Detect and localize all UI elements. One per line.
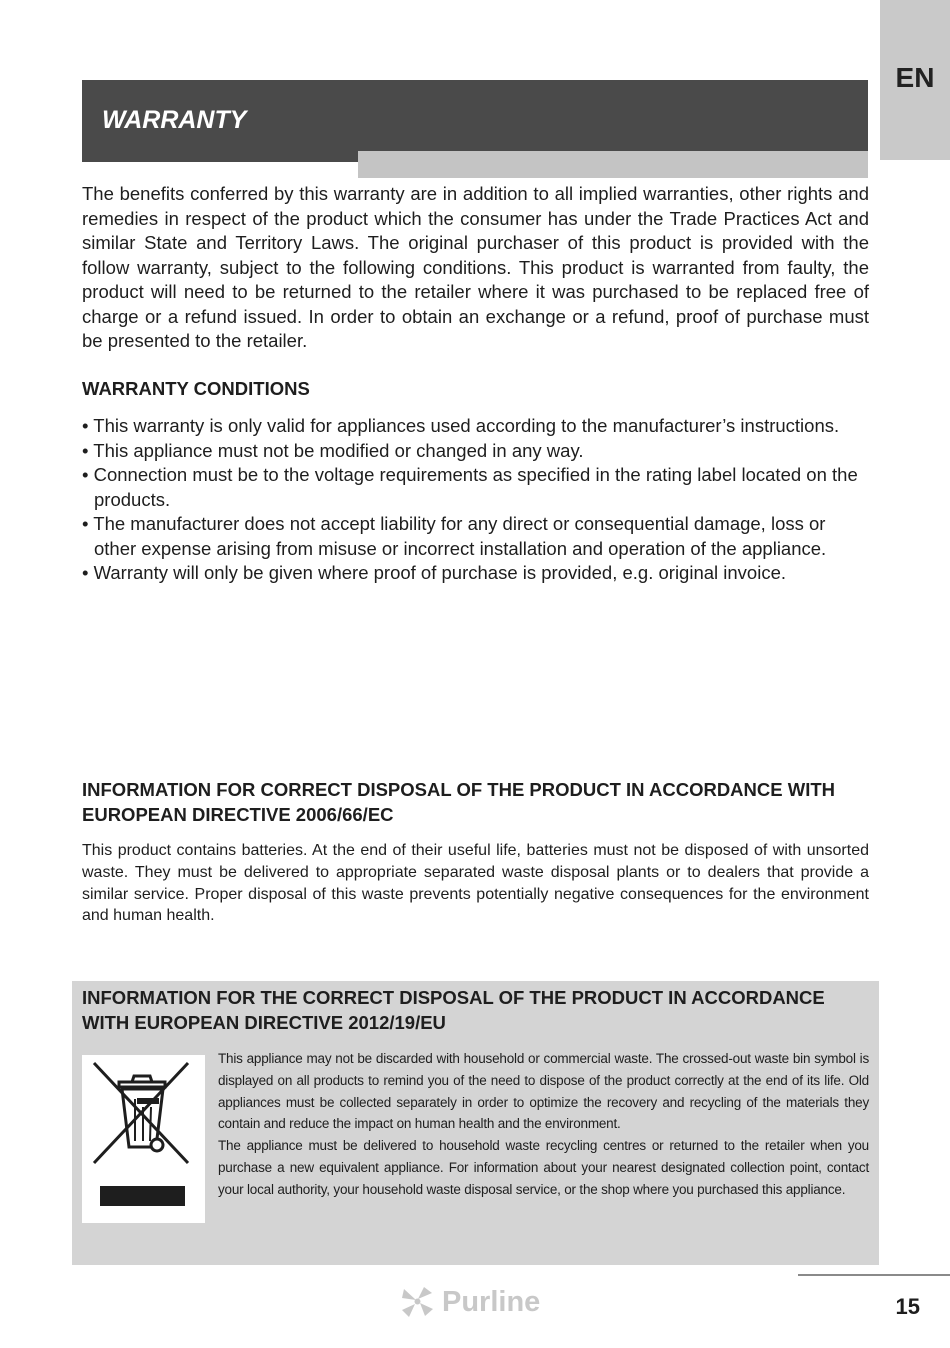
language-tab bbox=[880, 0, 950, 160]
warranty-conditions-title: WARRANTY CONDITIONS bbox=[82, 378, 310, 399]
title-accent-strip bbox=[358, 151, 868, 178]
brand-name: Purline bbox=[442, 1285, 541, 1318]
list-item: • This appliance must not be modified or changed in any way. bbox=[82, 439, 584, 461]
weee-disposal-text bbox=[218, 1048, 869, 1201]
battery-disposal-title: INFORMATION FOR CORRECT DISPOSAL OF THE PRODUCT IN ACCORDANCE WITH EUROPEAN DIRECTIVE 2006/66/EC bbox=[82, 779, 835, 825]
page-title: WARRANTY bbox=[102, 106, 247, 134]
list-item: • Warranty will only be given where proof of purchase is provided, e.g. original invoice. bbox=[82, 562, 787, 583]
list-item: • This warranty is only valid for appliances used according to the manufacturer’s instructions. bbox=[82, 415, 840, 436]
warranty-conditions-list bbox=[82, 414, 872, 586]
battery-disposal-text: This product contains batteries. At the end of their useful life, batteries must not be disposed of with unsorted waste. They must be delivered to appropriate separated waste disposal plants or to dealers that provide a similar service. Proper disposal of this waste prevents potentially negative consequences for the environment and human health. bbox=[82, 842, 869, 925]
pinwheel-logo-icon bbox=[400, 1285, 436, 1319]
weee-disposal-title: INFORMATION FOR THE CORRECT DISPOSAL OF THE PRODUCT IN ACCORDANCE WITH EUROPEAN DIRECTIVE 2012/19/EU bbox=[82, 987, 825, 1033]
crossed-out-bin-icon bbox=[82, 1055, 205, 1223]
warranty-title-bar bbox=[82, 80, 868, 162]
weee-paragraph-2: The appliance must be delivered to household waste recycling centres or returned to the retailer when you purchase a new equivalent appliance. For information about your nearest designated collection point, contact your local authority, your household waste disposal service, or the shop where you purchased this appliance. bbox=[218, 1138, 869, 1197]
list-item: • Connection must be to the voltage requirements as specified in the rating label located on the products. bbox=[82, 464, 858, 510]
weee-paragraph-1: This appliance may not be discarded with household or commercial waste. The crossed-out waste bin symbol is displayed on all products to remind you of the need to dispose of the product correctly at the end of its life. Old appliances must be collected separately in order to optimize the recovery and recycling of the materials they contain and reduce the impact on human health and the environment. bbox=[218, 1051, 869, 1132]
list-item: • The manufacturer does not accept liability for any direct or consequential damage, loss or other expense arising from misuse or incorrect installation and operation of the appliance. bbox=[82, 513, 827, 559]
footer-divider bbox=[798, 1274, 950, 1276]
page-number: 15 bbox=[895, 1294, 920, 1319]
language-label: EN bbox=[895, 62, 935, 93]
warranty-intro: The benefits conferred by this warranty are in addition to all implied warranties, other rights and remedies in respect of the product which the consumer has under the Trade Practices Act and similar State and Territory Laws. The original purchaser of this product is provided with the follow warranty, subject to the following conditions. This product is warranted from faulty, the product will need to be returned to the retailer where it was purchased to be replaced free of charge or a refund issued. In order to obtain an exchange or a refund, proof of purchase must be presented to the retailer. bbox=[82, 183, 869, 351]
brand-logo bbox=[400, 1282, 540, 1322]
